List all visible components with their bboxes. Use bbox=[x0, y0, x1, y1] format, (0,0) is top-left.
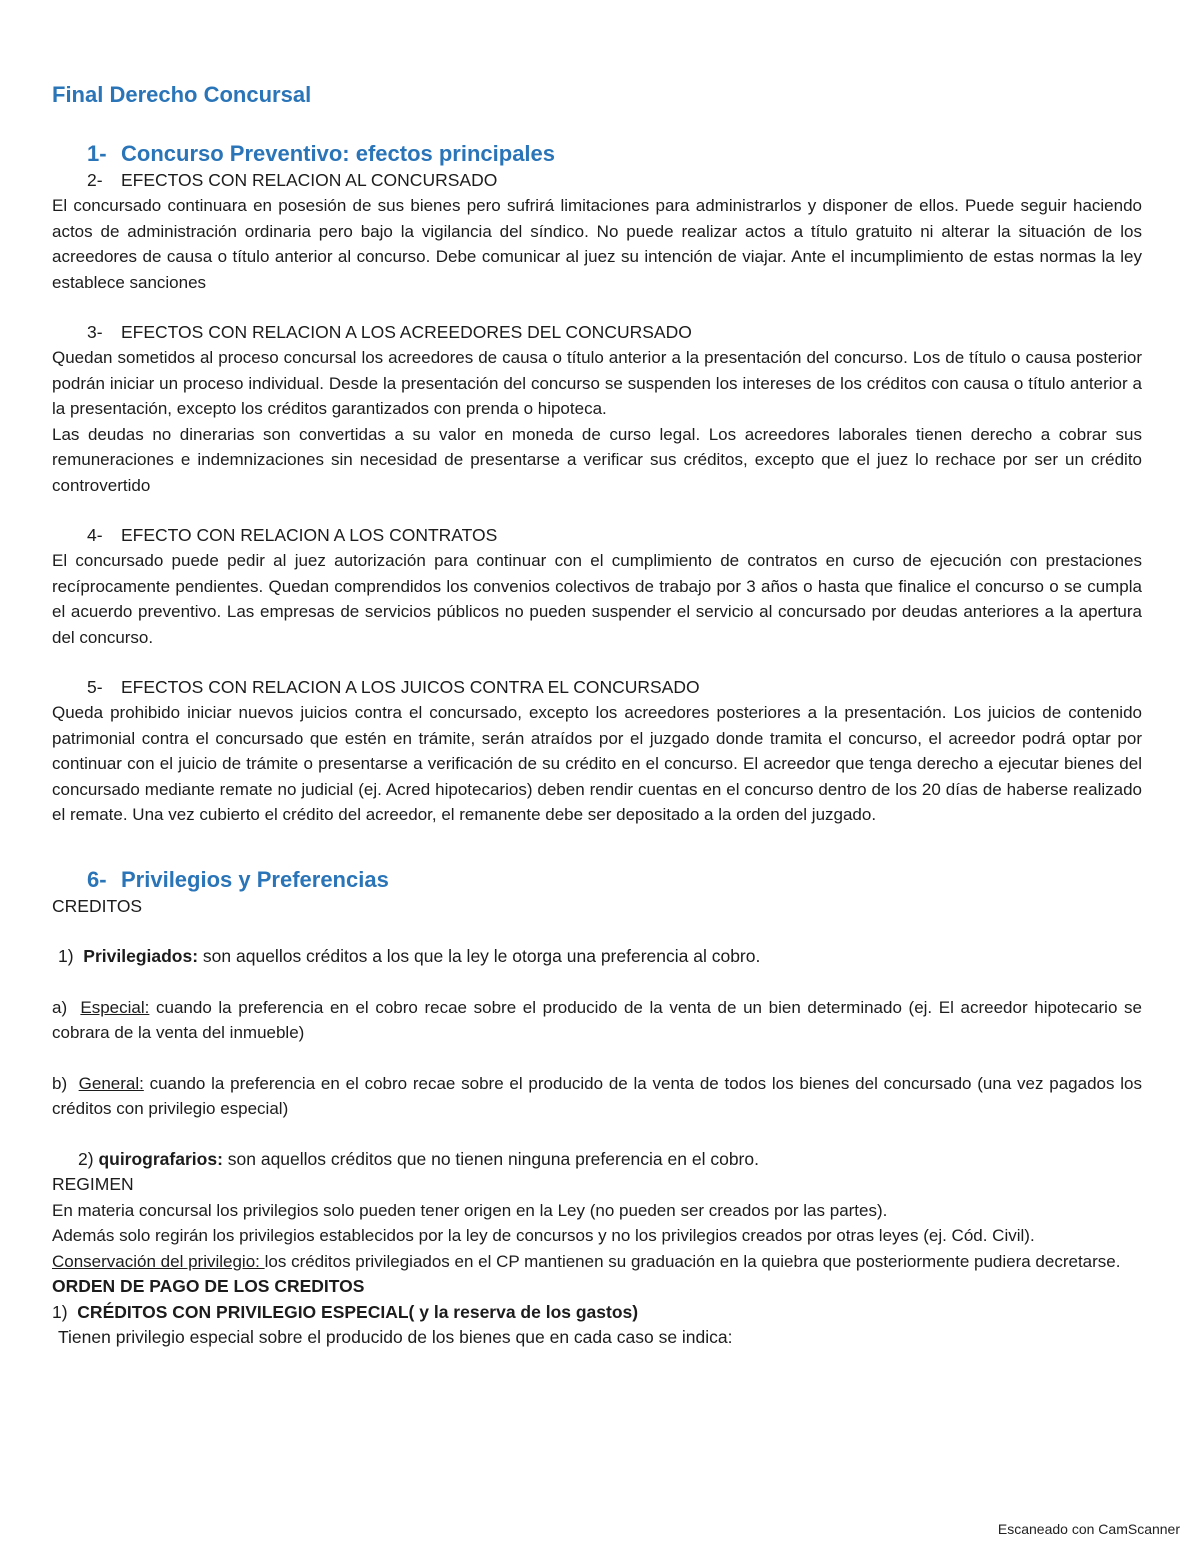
document-title: Final Derecho Concursal bbox=[52, 82, 312, 107]
quirografarios-item bbox=[52, 1147, 1142, 1173]
section-5-text: Queda prohibido iniciar nuevos juicios contra el concursado, excepto los acreedores posteriores a la presentación. Los juicios de contenido patrimonial contra el concursado que estén en trámite, serán atraídos por el juzgado donde tramita el concurso, el acreedor podrá optar por continuar con el juicio de trámite o presentarse a verificación de su crédito en el concurso. El acreedor que tenga derecho a ejecutar bienes del concursado mediante remate no judicial (ej. Acred hipotecarios) deben rendir cuentas en el concurso dentro de los 20 días de haberse realizado el remate. Una vez cubierto el crédito del acreedor, el remanente debe ser depositado a la orden del juzgado. bbox=[52, 703, 1142, 824]
conservacion-text: los créditos privilegiados en el CP mantienen su graduación en la quiebra que posteriormente pudiera decretarse. bbox=[264, 1251, 1121, 1271]
conservacion-item bbox=[52, 1249, 1142, 1275]
creditos-especial-heading bbox=[52, 1300, 1142, 1326]
especial-number: a) bbox=[52, 997, 68, 1017]
especial-item bbox=[52, 995, 1142, 1046]
section-1-title bbox=[52, 140, 1142, 168]
section-2-text: El concursado continuara en posesión de sus bienes pero sufrirá limitaciones para administrarlos y disponer de ellos. Puede seguir haciendo actos de administración ordinaria pero bajo la vigilancia del síndico. No puede realizar actos a título gratuito ni alterar la situación de los acreedores de causa o título anterior al concurso. Debe comunicar al juez su intención de viajar. Ante el incumplimiento de estas normas la ley establece sanciones bbox=[52, 196, 1142, 292]
section-1-number: 1- bbox=[87, 141, 107, 166]
section-5-label: EFECTOS CON RELACION A LOS JUICOS CONTRA EL CONCURSADO bbox=[121, 677, 700, 697]
orden-pago-heading: ORDEN DE PAGO DE LOS CREDITOS bbox=[52, 1276, 365, 1296]
regimen-heading: REGIMEN bbox=[52, 1174, 134, 1194]
creditos-especial-label: CRÉDITOS CON PRIVILEGIO ESPECIAL( y la reserva de los gastos) bbox=[77, 1301, 639, 1322]
section-4-heading bbox=[52, 523, 1142, 548]
section-4-number: 4- bbox=[87, 525, 103, 545]
privilegiados-item bbox=[52, 944, 1142, 970]
quirografarios-number: 2) bbox=[78, 1148, 94, 1169]
privilegiados-text: son aquellos créditos a los que la ley le otorga una preferencia al cobro. bbox=[198, 946, 761, 966]
creditos-especial-text: Tienen privilegio especial sobre el producido de los bienes que en cada caso se indica: bbox=[58, 1327, 733, 1347]
section-6-label: Privilegios y Preferencias bbox=[121, 866, 389, 892]
section-3-label: EFECTOS CON RELACION A LOS ACREEDORES DEL CONCURSADO bbox=[121, 322, 692, 342]
section-4-label: EFECTO CON RELACION A LOS CONTRATOS bbox=[121, 525, 498, 545]
creditos-heading: CREDITOS bbox=[52, 895, 143, 916]
document-page bbox=[52, 80, 1142, 1351]
quirografarios-label: quirografarios: bbox=[98, 1148, 223, 1169]
section-3-text-1: Quedan sometidos al proceso concursal los acreedores de causa o título anterior a la presentación del concurso. Los de título o causa posterior podrán iniciar un proceso individual. Desde la presentación del concurso se suspenden los intereses de los créditos con causa o título anterior a la presentación, excepto los créditos garantizados con prenda o hipoteca. bbox=[52, 348, 1142, 418]
section-2-label: EFECTOS CON RELACION AL CONCURSADO bbox=[121, 170, 498, 190]
creditos-especial-number: 1) bbox=[52, 1301, 68, 1322]
general-text: cuando la preferencia en el cobro recae sobre el producido de la venta de todos los bienes del concursado (una vez pagados los créditos con privilegio especial) bbox=[52, 1073, 1142, 1118]
section-2-heading bbox=[52, 168, 1142, 193]
regimen-text-1: En materia concursal los privilegios solo pueden tener origen en la Ley (no pueden ser creados por las partes). bbox=[52, 1200, 888, 1220]
especial-text: cuando la preferencia en el cobro recae sobre el producido de la venta de un bien determinado (ej. El acreedor hipotecario se cobrara de la venta del inmueble) bbox=[52, 997, 1142, 1042]
section-3-text-2: Las deudas no dinerarias son convertidas a su valor en moneda de curso legal. Los acreedores laborales tienen derecho a cobrar sus remuneraciones e indemnizaciones sin necesidad de presentarse a verificar sus créditos, excepto que el juez lo rechace por ser un crédito controvertido bbox=[52, 424, 1142, 495]
general-number: b) bbox=[52, 1073, 68, 1093]
conservacion-label: Conservación del privilegio: bbox=[52, 1251, 265, 1271]
general-label: General: bbox=[78, 1073, 144, 1093]
regimen-text-2: Además solo regirán los privilegios establecidos por la ley de concursos y no los privilegios creados por otras leyes (ej. Cód. Civil). bbox=[52, 1226, 1035, 1245]
section-4-text: El concursado puede pedir al juez autorización para continuar con el cumplimiento de contratos en curso de ejecución con prestaciones recíprocamente pendientes. Quedan comprendidos los convenios colectivos de trabajo por 3 años o hasta que finalice el concurso o se cumpla el acuerdo preventivo. Las empresas de servicios públicos no pueden suspender el servicio al concursado por deudas anteriores a la apertura del concurso. bbox=[52, 551, 1142, 647]
section-3-heading bbox=[52, 320, 1142, 345]
section-5-heading bbox=[52, 675, 1142, 700]
quirografarios-text: son aquellos créditos que no tienen ninguna preferencia en el cobro. bbox=[222, 1148, 759, 1169]
section-2-number: 2- bbox=[87, 170, 103, 190]
section-6-number: 6- bbox=[87, 866, 107, 892]
privilegiados-number: 1) bbox=[58, 946, 74, 966]
section-6-title bbox=[52, 866, 1142, 894]
especial-label: Especial: bbox=[80, 997, 150, 1017]
section-5-number: 5- bbox=[87, 677, 103, 697]
general-item bbox=[52, 1071, 1142, 1122]
privilegiados-label: Privilegiados: bbox=[83, 946, 199, 966]
section-3-number: 3- bbox=[87, 322, 103, 342]
scanner-watermark: Escaneado con CamScanner bbox=[997, 1521, 1180, 1537]
section-1-label: Concurso Preventivo: efectos principales bbox=[121, 141, 556, 166]
